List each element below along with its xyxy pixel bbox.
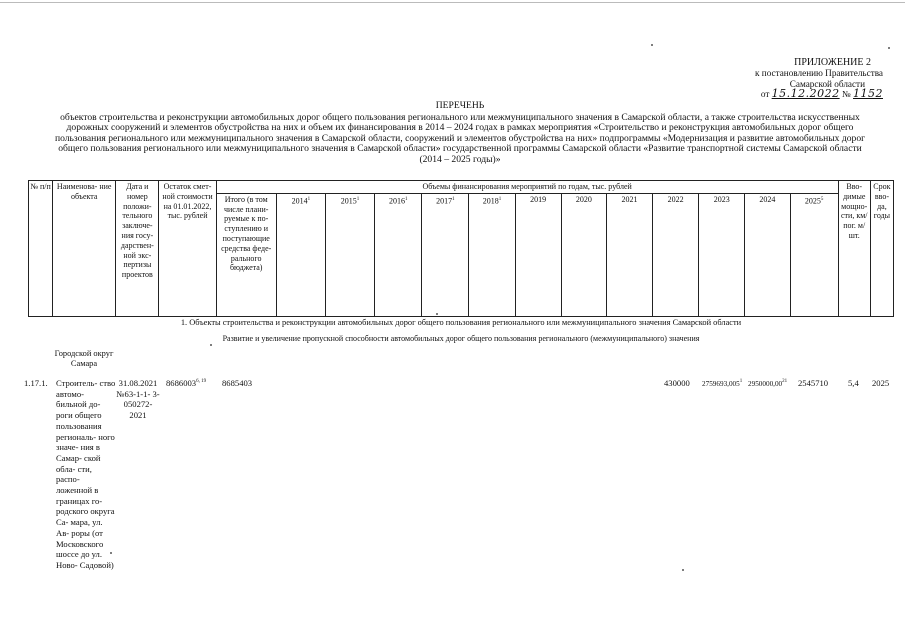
appendix-title: ПРИЛОЖЕНИЕ 2 bbox=[794, 57, 871, 68]
header-year-2024: 2024 bbox=[745, 193, 790, 316]
scan-speck bbox=[651, 44, 653, 46]
value-2024: 2950000,00$^{21}$ bbox=[748, 379, 788, 388]
heading-title: ПЕРЕЧЕНЬ bbox=[435, 100, 485, 111]
header-year-2017: 2017$^1$ bbox=[422, 193, 469, 316]
header-funding-volumes: Объемы финансирования мероприятий по годам, тыс. рублей bbox=[216, 181, 838, 194]
term-value: 2025 bbox=[872, 378, 890, 388]
scan-top-edge bbox=[0, 2, 905, 3]
header-year-2016: 2016$^1$ bbox=[375, 193, 422, 316]
header-year-2021: 2021 bbox=[606, 193, 652, 316]
heading-line: общего пользования регионального или межмуниципального значения в Самарской области» государственной программы Самарской области «Развитие транспортной системы Самарской области bbox=[58, 143, 862, 154]
header-remaining-cost: Остаток смет- ной стоимости на 01.01.2022, тыс. рублей bbox=[159, 181, 216, 317]
heading-line: (2014 – 2025 годы)» bbox=[419, 153, 501, 165]
heading-line: дорожных сооружений и элементов обустройства на них и объем их финансирования в 2014 – 2024 годах в рамках мероприятия «Строительство и реконструкция автомобильных дорог общего bbox=[66, 122, 854, 133]
scan-speck bbox=[210, 344, 212, 346]
section-subtitle: Развитие и увеличение пропускной способности автомобильных дорог общего пользования регионального (межмуниципального) значения bbox=[222, 334, 700, 343]
header-year-2019: 2019 bbox=[515, 193, 561, 316]
total-value: 8685403 bbox=[222, 378, 253, 388]
appendix-line-3: Самарской области bbox=[789, 78, 865, 89]
scan-speck bbox=[110, 552, 112, 554]
header-expertise-date: Дата и номер положи- тельного заключе- ния госу- дарствен- ной экс- пертизы проектов bbox=[116, 181, 159, 317]
appendix-block bbox=[755, 58, 883, 100]
scan-speck bbox=[888, 47, 890, 49]
header-capacity: Вво- димые мощно- сти, км/пог. м/шт. bbox=[838, 181, 870, 317]
header-year-2022: 2022 bbox=[653, 193, 699, 316]
heading-line: объектов строительства и реконструкции автомобильных дорог общего пользования регионального или межмуниципального значения в Самарской области, а также строительства искусственных bbox=[60, 111, 860, 123]
section-1-title: 1. Объекты строительства и реконструкции автомобильных дорог общего пользования регионального или межмуниципального значения Самарской области bbox=[180, 318, 742, 327]
header-year-2018: 2018$^1$ bbox=[469, 193, 515, 316]
capacity-value: 5,4 bbox=[848, 378, 859, 388]
header-num: № п/п bbox=[29, 181, 53, 317]
header-year-2020: 2020 bbox=[561, 193, 606, 316]
scan-speck bbox=[682, 569, 684, 571]
decree-number: 1152 bbox=[853, 87, 883, 101]
row-number: 1.17.1. bbox=[24, 378, 48, 388]
scan-speck bbox=[436, 313, 438, 315]
funding-table-header bbox=[28, 180, 894, 317]
from-label: от bbox=[760, 89, 770, 100]
value-2022: 430000 bbox=[664, 378, 690, 388]
appendix-line-2: к постановлению Правительства bbox=[755, 68, 883, 79]
value-2023: 2759693,005$^1$ bbox=[702, 379, 743, 388]
header-year-2023: 2023 bbox=[699, 193, 745, 316]
header-total: Итого (в том числе плани- руемые к по- ступлению и поступающие средства феде- рального бюджета) bbox=[216, 193, 276, 316]
value-2025: 2545710 bbox=[798, 378, 829, 388]
object-name: Строитель- ство автомо- бильной до- роги общего пользования региональ- ного значе- ния в Самар- ской обла- сти, распо- ложенной в границах го- родского округа Са- мара, ул. Ав- роры (от Московского шоссе до ул. Ново- Садовой) bbox=[56, 378, 116, 570]
city-group-label: Городской округ Самара bbox=[54, 349, 114, 368]
number-label: № bbox=[841, 89, 851, 100]
document-heading bbox=[30, 101, 890, 165]
header-year-2014: 2014$^1$ bbox=[276, 193, 325, 316]
heading-line: пользования регионального или межмуниципального значения в Самарской области, сооружений и элементов обустройства на них» подпрограммы «Модернизация и развитие автомобильных дорог bbox=[54, 132, 866, 144]
header-term: Срок вво- да, годы bbox=[870, 181, 893, 317]
expertise-date: 31.08.2021 №63-1-1- 3-050272- 2021 bbox=[116, 378, 160, 421]
decree-date: 15.12.2022 bbox=[771, 87, 840, 101]
header-year-2025: 2025$^5$ bbox=[790, 193, 838, 316]
appendix-date-line bbox=[755, 89, 883, 99]
header-year-2015: 2015$^1$ bbox=[325, 193, 374, 316]
header-object-name: Наименова- ние объекта bbox=[53, 181, 116, 317]
remaining-cost-value: 8686003$^{6, 19}$ bbox=[166, 378, 207, 388]
